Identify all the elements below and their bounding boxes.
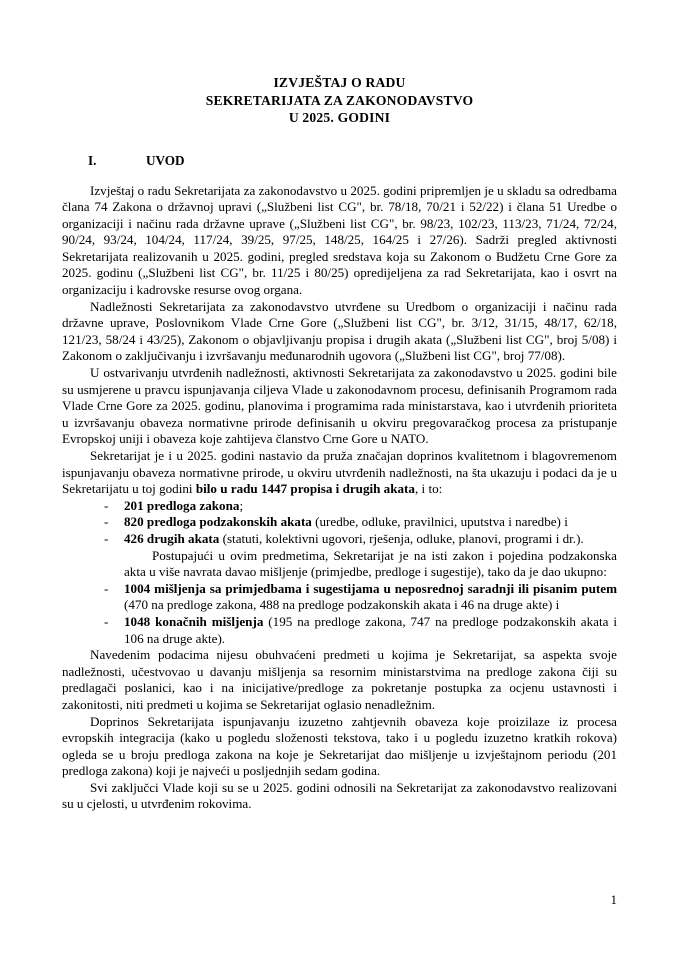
title-line-2: SEKRETARIJATA ZA ZAKONODAVSTVO <box>205 92 474 108</box>
paragraph-not-included: Navedenim podacima nijesu obuhvaćeni predmeti u kojima je Sekretarijat, sa aspekta svoje nadležnosti, učestvovao u davanju mišljenja sa resornim ministarstvima na predloge zakona čiji su predlagači poslanici, kao i na inicijative/predloge za pokretanje postupka za ocjenu ustavnosti i zakonitosti, niti predmeti u kojima se Sekretarijat oglasio nenadležnim. <box>62 647 617 712</box>
list-acts-breakdown <box>62 498 617 548</box>
list-item-bold: 1048 konačnih mišljenja <box>124 613 264 629</box>
section-number: I. <box>88 152 97 168</box>
paragraph-activities: U ostvarivanju utvrđenih nadležnosti, aktivnosti Sekretarijata za zakonodavstvo u 2025. godini bile su usmjerene u pravcu ispunjavanja ciljeva Vlade u zakonodavnom procesu, definisanih Programom rada Vlade Crne Gore za 2025. godinu, planovima i programima rada ministarstava, kao i utvrđenih prioriteta u izvršavanju obaveza normativne prirode definisanih u okviru pregovaračkog procesa za pristupanje Evropskoj uniji i obaveza koje zahtijeva članstvo Crne Gore u NATO. <box>62 365 617 447</box>
section-label: UVOD <box>146 152 185 168</box>
title-line-1: IZVJEŠTAJ O RADU <box>273 75 406 90</box>
list-bullet-dash: - <box>104 613 109 629</box>
list-item-bold: 426 drugih akata <box>124 530 220 546</box>
list-opinions-breakdown <box>62 581 617 647</box>
list-item <box>62 531 617 548</box>
paragraph-contribution-post: , i to: <box>414 481 443 497</box>
list-item <box>62 614 617 647</box>
list-bullet-dash: - <box>104 580 109 596</box>
paragraph-contribution <box>62 448 617 498</box>
list-bullet-dash: - <box>104 514 109 530</box>
paragraph-opinions-intro: Postupajući u ovim predmetima, Sekretarijat je na isti zakon i pojedina podzakonska akta u više navrata davao mišljenje (primjedbe, predloge i sugestije), tako da je dao ukupno: <box>124 547 617 580</box>
title-line-3: U 2025. GODINI <box>288 110 391 125</box>
section-heading-uvod <box>62 153 617 169</box>
paragraph-contribution-pre: Sekretarijat je i u 2025. godini nastavio da pruža značajan doprinos kvalitetnom i blagovremenom ispunjavanju obaveza normativne prirode, u okviru utvrđenih nadležnosti, na šta ukazuju i podaci da je u Sekretarijatu u toj godini <box>62 448 617 497</box>
list-item-rest: (195 na predloge zakona, 747 na predloge podzakonskih akata i 106 na druge akte). <box>124 613 617 646</box>
list-item-rest: (statuti, kolektivni ugovori, rješenja, odluke, planovi, programi i dr.). <box>219 530 584 546</box>
list-item-rest: ; <box>239 497 244 513</box>
paragraph-conclusions: Svi zaključci Vlade koji su se u 2025. godini odnosili na Sekretarijat za zakonodavstvo realizovani su u cjelosti, u utvrđenim rokovima. <box>62 779 617 812</box>
list-item-rest: (uredbe, odluke, pravilnici, uputstva i naredbe) i <box>311 514 568 530</box>
document-title <box>62 74 617 127</box>
list-item-bold: 201 predloga zakona <box>124 497 240 513</box>
list-item <box>62 498 617 515</box>
list-item-bold: 1004 mišljenja sa primjedbama i sugestijama u neposrednoj saradnji ili pisanim putem <box>124 580 617 596</box>
list-item-bold: 820 predloga podzakonskih akata <box>124 514 312 530</box>
page-number: 1 <box>610 892 617 907</box>
list-bullet-dash: - <box>104 530 109 546</box>
list-bullet-dash: - <box>104 497 109 513</box>
paragraph-contribution-highlight: bilo u radu 1447 propisa i drugih akata <box>195 481 415 497</box>
list-item <box>62 514 617 531</box>
paragraph-intro: Izvještaj o radu Sekretarijata za zakonodavstvo u 2025. godini pripremljen je u skladu sa odredbama člana 74 Zakona o državnoj upravi („Službeni list CG", br. 78/18, 70/21 i 52/22) i člana 51 Uredbe o organizaciji i načinu rada državne uprave („Službeni list CG", br. 98/23, 102/23, 113/23, 71/24, 72/24, 90/24, 93/24, 104/24, 117/24, 39/25, 97/25, 148/25, 164/25 i 27/26). Sadrži pregled aktivnosti Sekretarijata realizovanih u 2025. godini, pregled sredstava koja su Zakonom o Budžetu Crne Gore za 2025. godinu („Službeni list CG", br. 11/25 i 80/25) opredijeljena za rad Sekretarijata, kao i osvrt na organizaciju i kadrovske resurse ovog organa. <box>62 182 617 298</box>
paragraph-competences: Nadležnosti Sekretarijata za zakonodavstvo utvrđene su Uredbom o organizaciji i načinu rada državne uprave, Poslovnikom Vlade Crne Gore („Službeni list CG", br. 3/12, 31/15, 48/17, 62/18, 121/23, 58/24 i 43/25), Zakonom o objavljivanju propisa i drugih akata („Službeni list CG", broj 5/08) i Zakonom o zaključivanju i izvršavanju međunarodnih ugovora („Službeni list CG", broj 77/08). <box>62 298 617 364</box>
paragraph-eu-integration: Doprinos Sekretarijata ispunjavanju izuzetno zahtjevnih obaveza koje proizilaze iz procesa evropskih integracija (kako u pogledu složenosti tekstova, tako i u pogledu izuzetno kratkih rokova) ogleda se u broju predloga zakona na koje je Sekretarijat dao mišljenje u izvještajnom periodu (201 predloga zakona) koji je najveći u posljednjih sedam godina. <box>62 713 617 779</box>
list-item <box>62 581 617 614</box>
list-item-rest: (470 na predloge zakona, 488 na predloge podzakonskih akata i 46 na druge akte) i <box>124 597 560 613</box>
